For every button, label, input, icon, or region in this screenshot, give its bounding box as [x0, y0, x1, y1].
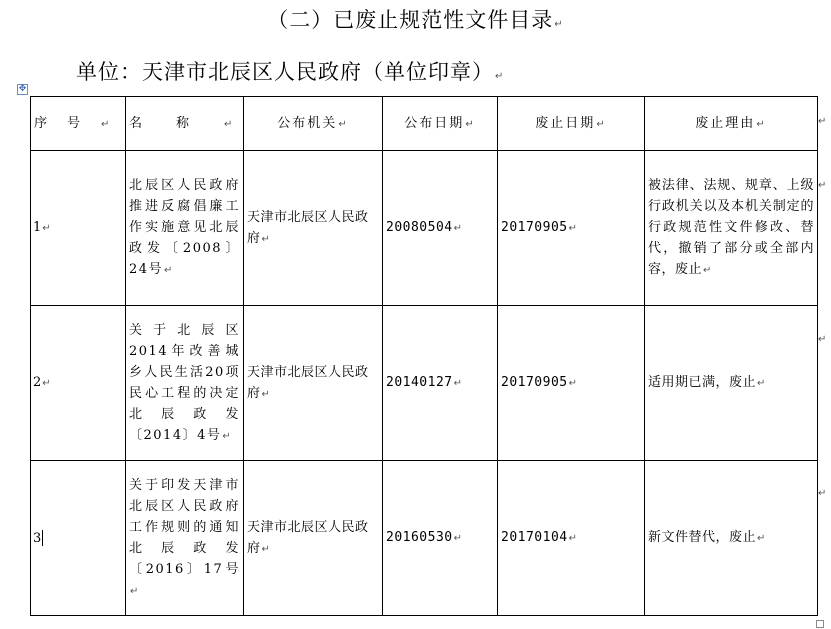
page-title-text: （二）已废止规范性文件目录: [267, 8, 554, 32]
table-row: [31, 306, 818, 461]
table-header-row: [31, 97, 818, 151]
row-end-mark: ↵: [818, 116, 827, 127]
cell-abolish-date[interactable]: 20170905↵: [498, 306, 645, 461]
cell-abolish-date[interactable]: 20170104↵: [498, 461, 645, 616]
text-cursor: [42, 530, 43, 546]
cell-pub-date[interactable]: 20080504↵: [383, 151, 498, 306]
unit-line-text: 单位：天津市北辰区人民政府（单位印章）: [76, 60, 494, 84]
row-end-mark: ↵: [818, 334, 827, 345]
paragraph-mark: ↵: [554, 19, 564, 30]
cell-seq[interactable]: 2↵: [31, 306, 126, 461]
cell-org[interactable]: 天津市北辰区人民政府↵: [244, 151, 383, 306]
header-abolish-date: 废止日期↵: [498, 97, 645, 151]
cell-seq[interactable]: 3: [31, 461, 126, 616]
header-name: 名称↵: [126, 97, 244, 151]
cell-abolish-date[interactable]: 20170905↵: [498, 151, 645, 306]
cell-name[interactable]: 关于北辰区2014年改善城乡人民生活20项民心工程的决定北辰政发〔2014〕4号↵: [126, 306, 244, 461]
move-anchor-icon[interactable]: ✥: [18, 84, 27, 94]
cell-name[interactable]: 关于印发天津市北辰区人民政府工作规则的通知北辰政发〔2016〕17号↵: [126, 461, 244, 616]
header-org: 公布机关↵: [244, 97, 383, 151]
cell-reason[interactable]: 被法律、法规、规章、上级行政机关以及本机关制定的行政规范性文件修改、替代，撤销了部分或全部内容，废止↵: [645, 151, 818, 306]
header-reason: 废止理由↵: [645, 97, 818, 151]
row-end-mark: ↵: [818, 180, 827, 191]
cell-reason[interactable]: 适用期已满，废止↵: [645, 306, 818, 461]
table-resize-handle[interactable]: [816, 620, 824, 628]
cell-pub-date[interactable]: 20160530↵: [383, 461, 498, 616]
row-end-mark: ↵: [818, 488, 827, 499]
table-row: [31, 461, 818, 616]
unit-line: [76, 56, 504, 86]
cell-org[interactable]: 天津市北辰区人民政府↵: [244, 306, 383, 461]
abolished-documents-table: [30, 96, 818, 616]
table-row: [31, 151, 818, 306]
cell-reason[interactable]: 新文件替代，废止↵: [645, 461, 818, 616]
header-seq: 序号↵: [31, 97, 126, 151]
cell-pub-date[interactable]: 20140127↵: [383, 306, 498, 461]
cell-name[interactable]: 北辰区人民政府推进反腐倡廉工作实施意见北辰政发〔2008〕24号↵: [126, 151, 244, 306]
cell-seq[interactable]: 1↵: [31, 151, 126, 306]
header-pub-date: 公布日期↵: [383, 97, 498, 151]
page-title: [0, 4, 831, 34]
paragraph-mark: ↵: [495, 71, 505, 82]
cell-org[interactable]: 天津市北辰区人民政府↵: [244, 461, 383, 616]
